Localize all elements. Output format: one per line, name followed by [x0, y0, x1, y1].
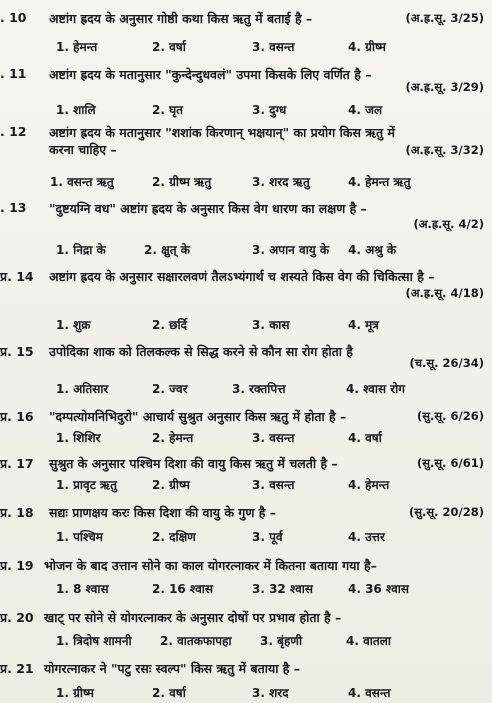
question-number: प्र. 20	[0, 610, 34, 625]
options-row	[56, 316, 492, 332]
option-4: 4. वसन्त	[348, 686, 391, 700]
option-1: 1. वसन्त ऋतु	[50, 175, 114, 189]
question-source: (अ.ह्र.सू. 4/18)	[405, 286, 484, 300]
options-row	[56, 476, 492, 492]
question-body: अष्टांग ह्रदय के अनुसार सक्षारलवणं तैलऽभ्यंगार्थ च शस्यते किस वेग की चिकित्सा है –	[49, 269, 435, 284]
option-2: 2. वातकफापहा	[160, 634, 232, 648]
option-4: 4. 36 श्वास	[348, 582, 409, 596]
option-3: 3. दुग्ध	[252, 103, 287, 117]
option-3: 3. 32 श्वास	[252, 582, 313, 596]
question-body: अष्टांग ह्रदय के अनुसार गोष्ठी कथा किस ऋतु में बताई है –	[49, 11, 313, 26]
options-row	[56, 429, 492, 445]
question-source: (सु.सू. 20/28)	[408, 505, 484, 519]
option-1: 1. शुक्र	[56, 318, 91, 332]
question-body: उपोदिका शाक को तिलकल्क से सिद्ध करने से कौन सा रोग होता है	[49, 344, 353, 359]
options-row	[56, 684, 492, 700]
question-source: (अ.ह्र.सू. 3/25)	[405, 11, 484, 25]
option-3: 3. वसन्त	[252, 431, 295, 445]
question-body: योगरत्नाकर ने "पटु रसः स्वल्प" किस ऋतु में बताया है –	[44, 661, 301, 676]
options-row	[50, 173, 492, 189]
question-number: . 11	[0, 66, 27, 81]
option-3: 3. शरद	[252, 686, 289, 700]
option-3: 3. वसन्त	[252, 478, 295, 492]
question-body: सुश्रुत के अनुसार पश्चिम दिशा की वायु किस ऋतु में चलती है –	[49, 456, 338, 471]
option-3: 3. रक्तपित्त	[232, 382, 286, 396]
question-source: (सु.सू. 6/26)	[416, 409, 484, 423]
option-2: 2. घृत	[152, 103, 184, 117]
option-4: 4. जल	[348, 103, 383, 117]
question-number: प्र. 18	[0, 505, 34, 520]
option-3: 3. वसन्त	[252, 40, 295, 54]
question-text	[49, 200, 484, 217]
question-text	[49, 10, 484, 27]
option-1: 1. निद्रा के	[56, 243, 106, 257]
question-number: . 10	[0, 10, 27, 25]
options-row	[56, 380, 492, 396]
option-1: 1. प्रावृट ऋतु	[56, 478, 117, 492]
question-text	[49, 124, 404, 158]
option-4: 4. अश्रु के	[348, 243, 397, 257]
option-1: 1. पश्चिम	[56, 530, 103, 544]
question-number: प्र. 15	[0, 344, 34, 359]
question-number: प्र. 17	[0, 456, 34, 471]
question-text	[49, 268, 482, 285]
question-source: (सु.सू. 6/61)	[416, 456, 484, 470]
question-source: (अ.ह्र.सू. 3/32)	[405, 143, 484, 157]
option-3: 3. पूर्व	[252, 530, 283, 544]
option-2: 2. ग्रीष्म	[152, 478, 190, 492]
option-1: 1. शालि	[56, 103, 96, 117]
option-3: 3. शरद ऋतु	[252, 175, 310, 189]
option-4: 4. ग्रीष्म	[348, 40, 386, 54]
option-2: 2. छर्दि	[152, 318, 187, 332]
option-1: 1. 8 श्वास	[56, 582, 109, 596]
option-4: 4. वर्षा	[348, 431, 382, 445]
option-3: 3. कास	[252, 318, 290, 332]
options-row	[56, 241, 492, 257]
question-number: प्र. 14	[0, 269, 34, 284]
option-2: 2. वर्षा	[152, 40, 186, 54]
option-3: 3. अपान वायु के	[252, 243, 330, 257]
question-body: भोजन के बाद उत्तान सोने का काल योगरत्नाकर में कितना बताया गया है–	[44, 558, 377, 573]
options-row	[56, 580, 492, 596]
question-text	[44, 557, 484, 574]
question-source: (च.सू. 26/34)	[409, 356, 484, 370]
question-source: (अ.ह्र.सू. 4/2)	[413, 217, 484, 231]
question-text	[44, 609, 484, 626]
question-source: (अ.ह्र.सू. 3/29)	[405, 80, 484, 94]
option-1: 1. त्रिदोष शामनी	[56, 634, 132, 648]
options-row	[56, 528, 492, 544]
option-4: 4. वातला	[346, 634, 391, 648]
option-4: 4. श्वास रोग	[346, 382, 406, 396]
question-body: सद्यः प्राणक्षय करः किस दिशा की वायु के गुण है –	[49, 505, 276, 520]
option-4: 4. हेमन्त	[348, 478, 390, 492]
option-1: 1. शिशिर	[56, 431, 101, 445]
question-text	[49, 455, 484, 472]
option-2: 2. हेमन्त	[152, 431, 194, 445]
option-2: 2. वर्षा	[152, 686, 186, 700]
question-number: . 13	[0, 200, 27, 215]
question-body: खाट् पर सोने से योगरत्नाकर के अनुसार दोषों पर प्रभाव होता है –	[44, 610, 342, 625]
options-row	[56, 38, 492, 54]
question-body: अष्टांग ह्रदय के मतानुसार "कुन्देन्दुधवलं" उपमा किसके लिए वर्णित है –	[49, 67, 372, 82]
question-number: प्र. 21	[0, 661, 34, 676]
question-body: "दम्पत्योमनिभिदुरो" आचार्य सुश्रुत अनुसार किस ऋतु में होता है –	[49, 409, 347, 424]
option-2: 2. क्षुत् के	[144, 243, 190, 257]
question-text	[49, 504, 484, 521]
option-4: 4. मूत्र	[348, 318, 379, 332]
option-2: 2. ग्रीष्म ऋतु	[152, 175, 212, 189]
question-text	[44, 660, 484, 677]
question-body: "दुष्टयग्नि वध" अष्टांग ह्रदय के अनुसार किस वेग धारण का लक्षण है –	[49, 201, 367, 216]
option-2: 2. ज्वर	[152, 382, 188, 396]
option-1: 1. ग्रीष्म	[56, 686, 94, 700]
question-number: प्र. 19	[0, 558, 34, 573]
options-row	[56, 632, 492, 648]
option-3: 3. बृंहणी	[260, 634, 303, 648]
question-number: प्र. 16	[0, 409, 34, 424]
question-body: अष्टांग ह्रदय के मतानुसार "शशांक किरणान् भक्षयान्" का प्रयोग किस ऋतु में करना चाहिए –	[49, 125, 395, 157]
option-4: 4. उत्तर	[348, 530, 385, 544]
option-4: 4. हेमन्त ऋतु	[348, 175, 411, 189]
option-1: 1. हेमन्त	[56, 40, 98, 54]
option-1: 1. अतिसार	[56, 382, 109, 396]
options-row	[56, 101, 492, 117]
question-number: . 12	[0, 124, 27, 139]
option-2: 2. 16 श्वास	[152, 582, 213, 596]
question-text	[49, 408, 484, 425]
option-2: 2. दक्षिण	[152, 530, 196, 544]
